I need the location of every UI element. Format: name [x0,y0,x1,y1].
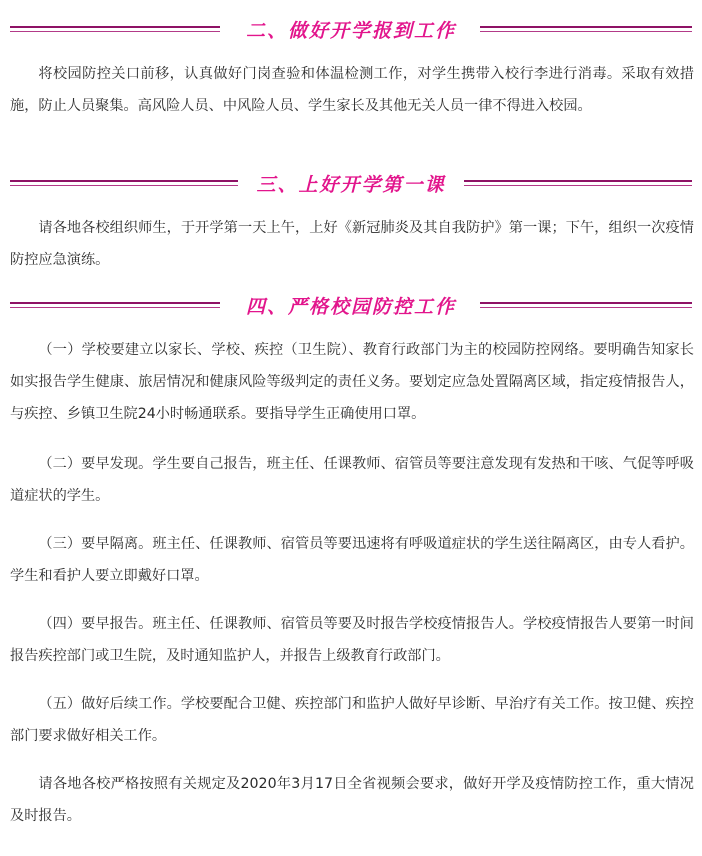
paragraph-item-3: （三）要早隔离。班主任、任课教师、宿管员等要迅速将有呼吸道症状的学生送往隔离区，由专人看护。学生和看护人要立即戴好口罩。 [10,536,694,584]
paragraph-item-4: （四）要早报告。班主任、任课教师、宿管员等要及时报告学校疫情报告人。学校疫情报告人要第一时间报告疾控部门或卫生院，及时通知监护人，并报告上级教育行政部门。 [10,616,694,664]
section-header-4 [0,294,702,320]
paragraph-item-2: （二）要早发现。学生要自己报告，班主任、任课教师、宿管员等要注意发现有发热和干咳、气促等呼吸道症状的学生。 [10,456,694,504]
paragraph-item-5: （五）做好后续工作。学校要配合卫健、疾控部门和监护人做好早诊断、早治疗有关工作。按卫健、疾控部门要求做好相关工作。 [10,696,694,744]
paragraph: 将校园防控关口前移，认真做好门岗查验和体温检测工作，对学生携带入校行李进行消毒。采取有效措施，防止人员聚集。高风险人员、中风险人员、学生家长及其他无关人员一律不得进入校园。 [10,66,694,114]
paragraph-closing: 请各地各校严格按照有关规定及2020年3月17日全省视频会要求，做好开学及疫情防控工作，重大情况及时报告。 [10,776,694,824]
section-title: 四、严格校园防控工作 [245,296,456,318]
paragraph: 请各地各校组织师生，于开学第一天上午，上好《新冠肺炎及其自我防护》第一课；下午，组织一次疫情防控应急演练。 [10,220,694,268]
section-title: 三、上好开学第一课 [256,174,446,196]
paragraph-item-1: （一）学校要建立以家长、学校、疾控（卫生院）、教育行政部门为主的校园防控网络。要明确告知家长如实报告学生健康、旅居情况和健康风险等级判定的责任义务。要划定应急处置隔离区域，指定疫情报告人，与疾控、乡镇卫生院24小时畅通联系。要指导学生正确使用口罩。 [10,342,694,422]
section-header-2 [0,18,702,44]
section-title: 二、做好开学报到工作 [245,20,456,42]
section-header-3 [0,172,702,198]
